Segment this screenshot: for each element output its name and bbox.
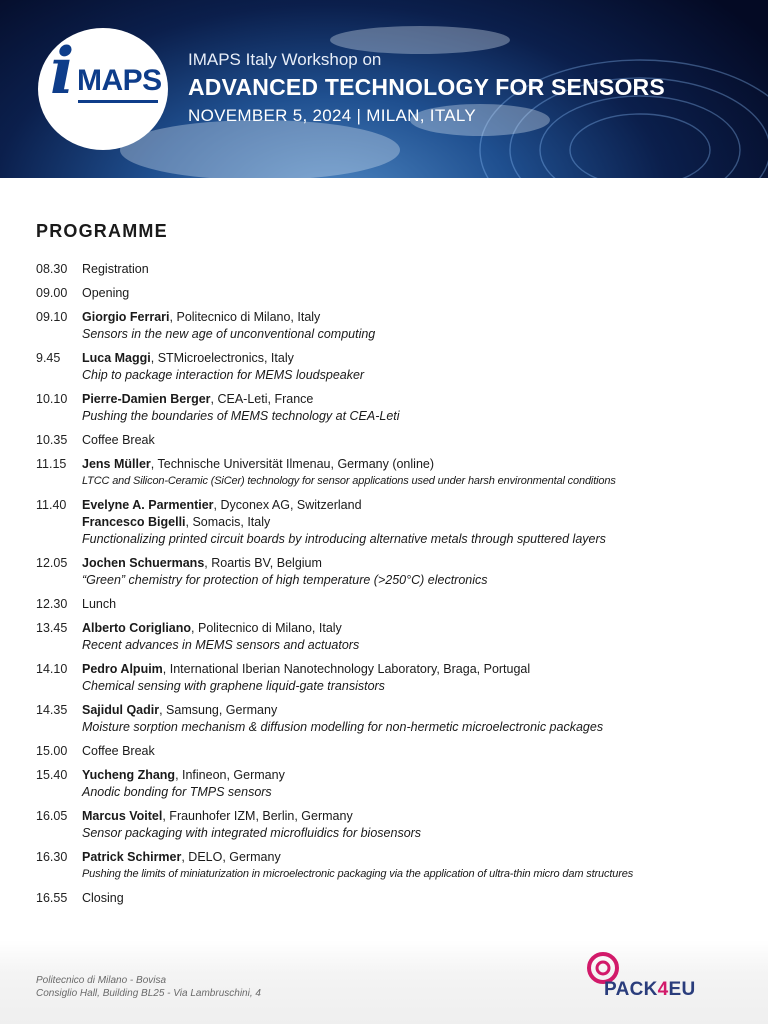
speaker-name: Sajidul Qadir <box>82 703 160 717</box>
session-content <box>82 555 768 589</box>
session-label: Coffee Break <box>82 744 155 758</box>
programme-list <box>0 261 768 914</box>
programme-row <box>0 555 768 589</box>
speaker-affiliation: , CEA-Leti, France <box>210 392 314 406</box>
speaker-affiliation: , Infineon, Germany <box>175 768 285 782</box>
speaker-line <box>82 514 768 531</box>
session-time: 09.00 <box>36 286 68 300</box>
speaker-line <box>82 808 768 825</box>
talk-title: Sensor packaging with integrated microfluidics for biosensors <box>82 826 422 840</box>
session-content <box>82 497 768 548</box>
session-content <box>82 808 768 842</box>
talk-title: “Green” chemistry for protection of high temperature (>250°C) electronics <box>82 573 488 587</box>
session-content <box>82 261 768 278</box>
session-time: 15.00 <box>36 744 68 758</box>
programme-row <box>0 285 768 302</box>
speaker-name: Yucheng Zhang <box>82 768 176 782</box>
session-time: 12.30 <box>36 597 68 611</box>
speaker-name: Jens Müller <box>82 457 151 471</box>
programme-row <box>0 596 768 613</box>
programme-row <box>0 432 768 449</box>
speaker-affiliation: , Politecnico di Milano, Italy <box>191 621 342 635</box>
talk-title: Chip to package interaction for MEMS loudspeaker <box>82 368 365 382</box>
session-content <box>82 432 768 449</box>
session-time: 16.55 <box>36 891 68 905</box>
speaker-name: Jochen Schuermans <box>82 556 205 570</box>
speaker-line <box>82 350 768 367</box>
speaker-name: Patrick Schirmer <box>82 850 182 864</box>
talk-title: LTCC and Silicon-Ceramic (SiCer) technology for sensor applications used under harsh environmental conditions <box>82 475 616 487</box>
speaker-line <box>82 849 768 866</box>
programme-heading: PROGRAMME <box>36 221 168 241</box>
workshop-title: ADVANCED TECHNOLOGY FOR SENSORS <box>188 74 665 100</box>
programme-row <box>0 497 768 548</box>
session-content <box>82 391 768 425</box>
session-time: 12.05 <box>36 556 68 570</box>
session-content <box>82 285 768 302</box>
session-time: 13.45 <box>36 621 68 635</box>
session-content <box>82 596 768 613</box>
imaps-logo-underline <box>78 100 158 103</box>
speaker-affiliation: , Politecnico di Milano, Italy <box>169 310 321 324</box>
talk-title: Moisture sorption mechanism & diffusion modelling for non-hermetic microelectronic packages <box>82 720 604 734</box>
talk-title: Recent advances in MEMS sensors and actuators <box>82 638 360 652</box>
venue-line-1: Politecnico di Milano - Bovisa <box>36 975 167 986</box>
speaker-affiliation: , Dyconex AG, Switzerland <box>213 498 362 512</box>
header-banner <box>0 0 768 178</box>
session-time: 9.45 <box>36 351 61 365</box>
session-content <box>82 849 768 883</box>
pack4eu-logo <box>604 979 696 1001</box>
pack4eu-pre: PACK <box>604 979 658 1000</box>
session-time: 14.10 <box>36 662 68 676</box>
session-content <box>82 702 768 736</box>
session-time: 16.30 <box>36 850 68 864</box>
speaker-affiliation: , Somacis, Italy <box>185 515 271 529</box>
session-content <box>82 743 768 760</box>
session-time: 08.30 <box>36 262 68 276</box>
session-time: 14.35 <box>36 703 68 717</box>
speaker-name: Marcus Voitel <box>82 809 163 823</box>
session-content <box>82 620 768 654</box>
speaker-line <box>82 309 768 326</box>
session-content <box>82 890 768 907</box>
workshop-date-location: NOVEMBER 5, 2024 | MILAN, ITALY <box>188 106 477 125</box>
talk-title: Pushing the boundaries of MEMS technology at CEA-Leti <box>82 409 400 423</box>
programme-row <box>0 391 768 425</box>
speaker-name: Evelyne A. Parmentier <box>82 498 214 512</box>
session-content <box>82 661 768 695</box>
speaker-affiliation: , Technische Universität Ilmenau, Germany (online) <box>150 457 435 471</box>
speaker-line <box>82 497 768 514</box>
speaker-line <box>82 702 768 719</box>
session-content <box>82 309 768 343</box>
speaker-name: Alberto Corigliano <box>82 621 192 635</box>
speaker-line <box>82 661 768 678</box>
programme-row <box>0 808 768 842</box>
talk-title: Functionalizing printed circuit boards by introducing alternative metals through sputtered layers <box>82 532 606 546</box>
speaker-name: Giorgio Ferrari <box>82 310 170 324</box>
session-label: Registration <box>82 262 149 276</box>
session-time: 15.40 <box>36 768 68 782</box>
programme-row <box>0 661 768 695</box>
programme-row <box>0 702 768 736</box>
workshop-subtitle: IMAPS Italy Workshop on <box>188 50 382 69</box>
session-time: 10.35 <box>36 433 68 447</box>
imaps-logo-i: i <box>50 34 75 109</box>
session-label: Closing <box>82 891 124 905</box>
session-label: Lunch <box>82 597 117 611</box>
programme-row <box>0 849 768 883</box>
imaps-logo-text: MAPS <box>77 64 162 97</box>
programme-row <box>0 767 768 801</box>
speaker-line <box>82 767 768 784</box>
programme-row <box>0 890 768 907</box>
speaker-affiliation: , International Iberian Nanotechnology Laboratory, Braga, Portugal <box>162 662 531 676</box>
speaker-affiliation: , Samsung, Germany <box>159 703 278 717</box>
speaker-line <box>82 620 768 637</box>
pack4eu-post: EU <box>668 979 696 1000</box>
speaker-affiliation: , STMicroelectronics, Italy <box>150 351 294 365</box>
speaker-line <box>82 555 768 572</box>
speaker-affiliation: , DELO, Germany <box>181 850 281 864</box>
talk-title: Pushing the limits of miniaturization in microelectronic packaging via the application of ultra-thin micro dam structures <box>82 868 634 880</box>
session-time: 11.40 <box>36 498 67 512</box>
speaker-affiliation: , Roartis BV, Belgium <box>204 556 322 570</box>
speaker-affiliation: , Fraunhofer IZM, Berlin, Germany <box>162 809 353 823</box>
session-time: 09.10 <box>36 310 68 324</box>
speaker-name: Pedro Alpuim <box>82 662 163 676</box>
talk-title: Anodic bonding for TMPS sensors <box>82 785 272 799</box>
session-time: 11.15 <box>36 457 67 471</box>
session-time: 16.05 <box>36 809 68 823</box>
session-label: Coffee Break <box>82 433 155 447</box>
session-content <box>82 767 768 801</box>
speaker-line <box>82 456 768 473</box>
speaker-name: Francesco Bigelli <box>82 515 186 529</box>
session-label: Opening <box>82 286 130 300</box>
programme-row <box>0 456 768 490</box>
session-content <box>82 350 768 384</box>
venue-line-2: Consiglio Hall, Building BL25 - Via Lambruschini, 4 <box>36 988 261 999</box>
talk-title: Sensors in the new age of unconventional computing <box>82 327 376 341</box>
session-time: 10.10 <box>36 392 68 406</box>
pack4eu-four: 4 <box>657 979 669 1000</box>
talk-title: Chemical sensing with graphene liquid-gate transistors <box>82 679 385 693</box>
speaker-name: Pierre-Damien Berger <box>82 392 211 406</box>
programme-row <box>0 309 768 343</box>
programme-row <box>0 261 768 278</box>
speaker-name: Luca Maggi <box>82 351 151 365</box>
session-content <box>82 456 768 490</box>
programme-row <box>0 350 768 384</box>
programme-row <box>0 743 768 760</box>
speaker-line <box>82 391 768 408</box>
programme-row <box>0 620 768 654</box>
